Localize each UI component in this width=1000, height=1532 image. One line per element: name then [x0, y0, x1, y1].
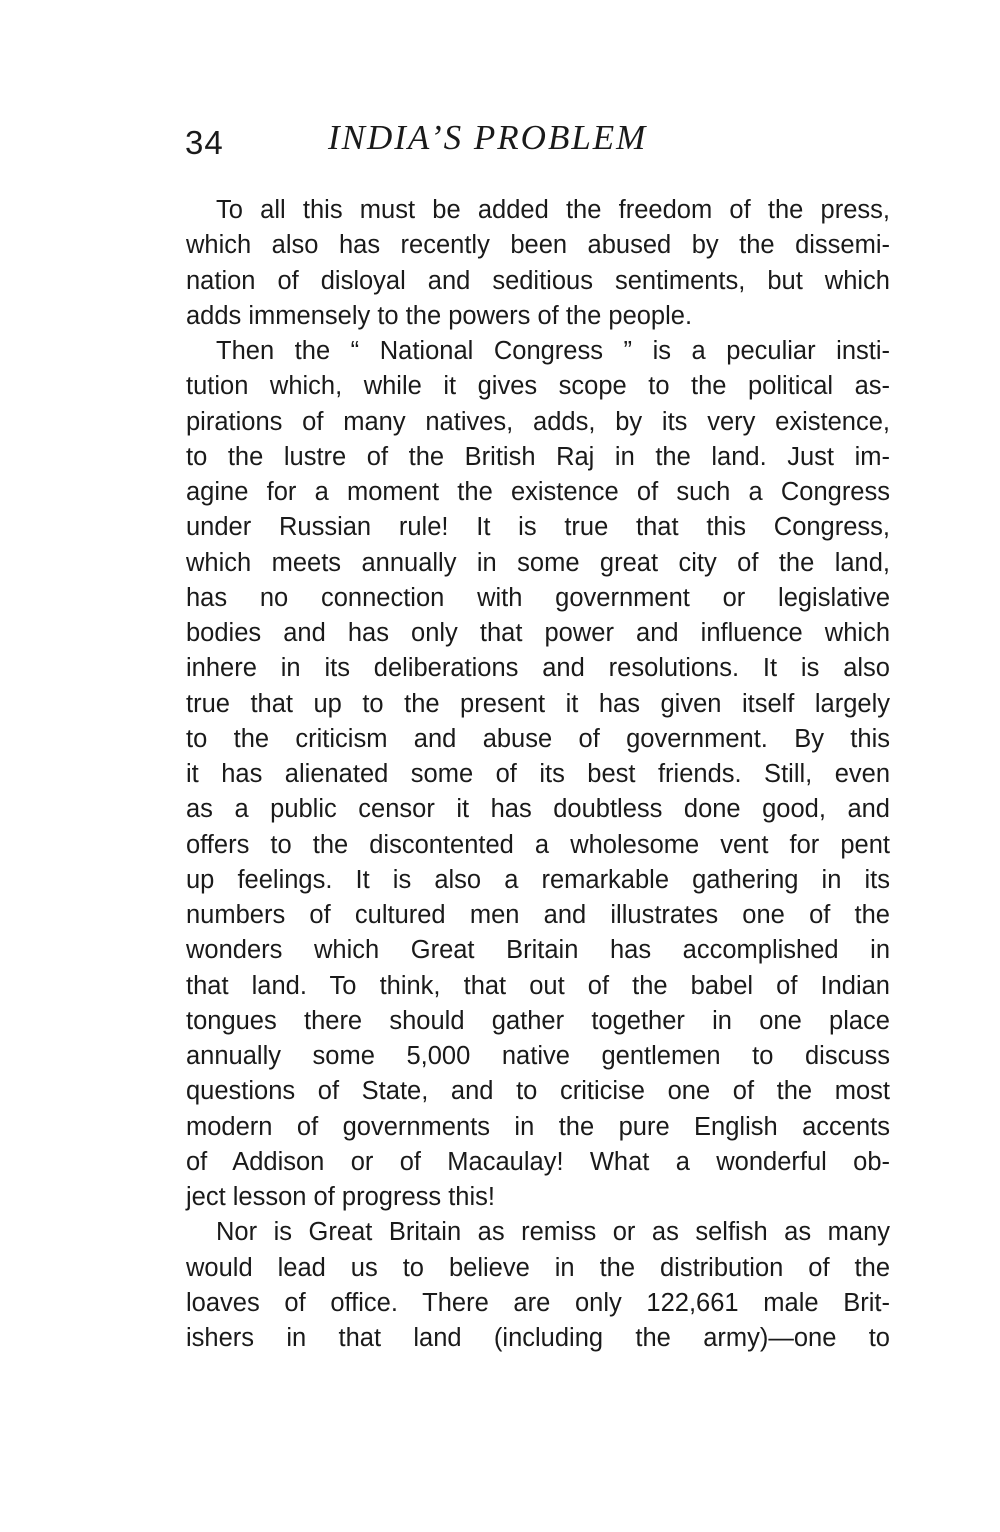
paragraph-national-congress — [186, 334, 890, 1215]
text-line: to the lustre of the British Raj in the land. Just im- — [186, 442, 890, 471]
text-line: wonders which Great Britain has accomplished in — [186, 936, 890, 965]
text-line: loaves of office. There are only 122,661 male Brit- — [186, 1288, 890, 1317]
paragraph-press-freedom — [186, 193, 890, 334]
running-title: INDIA’S PROBLEM — [328, 118, 648, 157]
text-line: would lead us to believe in the distribution of the — [186, 1253, 890, 1282]
text-line: adds immensely to the powers of the people. — [186, 301, 693, 330]
text-line: which meets annually in some great city of the land, — [186, 548, 890, 577]
text-line: as a public censor it has doubtless done good, and — [186, 795, 890, 824]
page-number: 34 — [185, 124, 224, 161]
text-line: tution which, while it gives scope to the political as- — [186, 372, 890, 401]
paragraph-loaves-of-office — [186, 1215, 890, 1356]
running-head — [185, 116, 890, 166]
text-line: annually some 5,000 native gentlemen to discuss — [186, 1042, 890, 1070]
text-line: agine for a moment the existence of such a Congress — [186, 478, 890, 506]
text-line: ishers in that land (including the army)—one to — [186, 1324, 890, 1352]
text-line: Nor is Great Britain as remiss or as selfish as many — [216, 1218, 890, 1247]
text-line: nation of disloyal and seditious sentiments, but which — [186, 266, 890, 295]
text-line: true that up to the present it has given itself largely — [186, 689, 890, 718]
text-line: bodies and has only that power and influence which — [186, 619, 890, 647]
text-line: Then the “ National Congress ” is a peculiar insti- — [216, 337, 890, 365]
text-line: To all this must be added the freedom of the press, — [216, 196, 890, 224]
text-line: up feelings. It is also a remarkable gathering in its — [186, 865, 890, 894]
text-line: that land. To think, that out of the babel of Indian — [186, 971, 890, 1000]
text-line: under Russian rule! It is true that this Congress, — [186, 513, 890, 542]
text-line: inhere in its deliberations and resolutions. It is also — [186, 654, 890, 683]
text-line: numbers of cultured men and illustrates one of the — [186, 901, 890, 929]
text-line: it has alienated some of its best friends. Still, even — [186, 760, 890, 788]
text-line: modern of governments in the pure English accents — [186, 1112, 890, 1141]
text-line: to the criticism and abuse of government. By this — [186, 724, 890, 753]
text-line: offers to the discontented a wholesome vent for pent — [186, 830, 890, 859]
text-line: tongues there should gather together in one place — [186, 1006, 890, 1035]
text-line: of Addison or of Macaulay! What a wonderful ob- — [186, 1147, 890, 1176]
text-line: has no connection with government or legislative — [186, 583, 890, 612]
text-line: pirations of many natives, adds, by its very existence, — [186, 407, 890, 436]
body-text — [186, 193, 890, 1356]
text-line: questions of State, and to criticise one of the most — [186, 1077, 890, 1106]
text-line: ject lesson of progress this! — [186, 1183, 495, 1211]
text-line: which also has recently been abused by the dissemi- — [186, 231, 890, 260]
